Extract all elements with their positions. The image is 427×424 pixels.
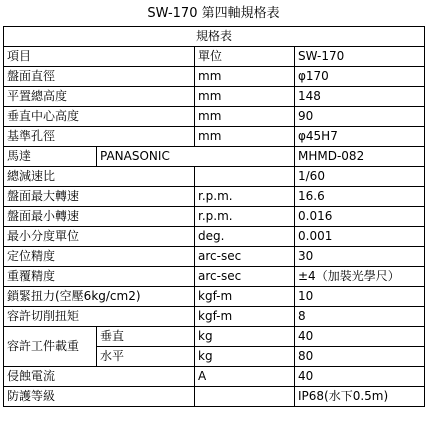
row-value: 8	[295, 307, 425, 327]
document-title: SW-170 第四軸規格表	[147, 6, 280, 21]
row-unit: mm	[195, 87, 295, 107]
row-unit	[195, 387, 295, 407]
row-value: 30	[295, 247, 425, 267]
row-label: 基準孔徑	[4, 127, 195, 147]
row-label: 盤面最小轉速	[4, 207, 195, 227]
load-label: 容許工件載重	[4, 327, 97, 367]
motor-brand: PANASONIC	[97, 147, 295, 167]
row-unit: mm	[195, 127, 295, 147]
table-row	[4, 267, 425, 287]
row-unit: kg	[195, 327, 295, 347]
row-label: 盤面最大轉速	[4, 187, 195, 207]
table-caption-row	[4, 27, 425, 47]
table-caption: 規格表	[4, 27, 425, 47]
table-row	[4, 247, 425, 267]
row-label: 鎖緊扭力(空壓6kg/cm2)	[4, 287, 195, 307]
table-row	[4, 307, 425, 327]
row-unit: arc-sec	[195, 267, 295, 287]
row-value: 148	[295, 87, 425, 107]
table-row	[4, 87, 425, 107]
row-value: φ45H7	[295, 127, 425, 147]
table-row	[4, 227, 425, 247]
row-label: 最小分度單位	[4, 227, 195, 247]
row-label: 容許切削扭矩	[4, 307, 195, 327]
row-unit: kgf-m	[195, 307, 295, 327]
table-row	[4, 127, 425, 147]
table-row	[4, 287, 425, 307]
load-vertical-label: 垂直	[97, 327, 195, 347]
header-model: SW-170	[295, 47, 425, 67]
row-value: 0.016	[295, 207, 425, 227]
row-value: 40	[295, 327, 425, 347]
row-value: 80	[295, 347, 425, 367]
spec-table	[3, 26, 425, 407]
row-label: 馬達	[4, 147, 97, 167]
table-row	[4, 107, 425, 127]
row-label: 定位精度	[4, 247, 195, 267]
table-row	[4, 187, 425, 207]
row-value: φ170	[295, 67, 425, 87]
row-value: ±4（加裝光學尺）	[295, 267, 425, 287]
row-label: 盤面直徑	[4, 67, 195, 87]
row-label: 防護等級	[4, 387, 195, 407]
row-value: IP68(水下0.5m)	[295, 387, 425, 407]
row-value: 10	[295, 287, 425, 307]
row-unit	[195, 167, 295, 187]
header-unit: 單位	[195, 47, 295, 67]
row-value: MHMD-082	[295, 147, 425, 167]
row-value: 1/60	[295, 167, 425, 187]
table-row-motor	[4, 147, 425, 167]
load-horizontal-label: 水平	[97, 347, 195, 367]
table-row	[4, 387, 425, 407]
row-value: 16.6	[295, 187, 425, 207]
row-label: 平置總高度	[4, 87, 195, 107]
table-row	[4, 207, 425, 227]
row-label: 重覆精度	[4, 267, 195, 287]
row-value: 40	[295, 367, 425, 387]
row-value: 90	[295, 107, 425, 127]
header-row	[4, 47, 425, 67]
row-unit: kg	[195, 347, 295, 367]
row-unit: A	[195, 367, 295, 387]
row-label: 總減速比	[4, 167, 195, 187]
row-value: 0.001	[295, 227, 425, 247]
row-label: 垂直中心高度	[4, 107, 195, 127]
row-unit: r.p.m.	[195, 207, 295, 227]
row-unit: mm	[195, 67, 295, 87]
row-unit: deg.	[195, 227, 295, 247]
table-row	[4, 167, 425, 187]
table-row	[4, 67, 425, 87]
row-unit: kgf-m	[195, 287, 295, 307]
row-label: 侵蝕電流	[4, 367, 195, 387]
row-unit: arc-sec	[195, 247, 295, 267]
header-item: 項目	[4, 47, 195, 67]
row-unit: mm	[195, 107, 295, 127]
table-row-load-vertical	[4, 327, 425, 347]
row-unit: r.p.m.	[195, 187, 295, 207]
table-row	[4, 367, 425, 387]
